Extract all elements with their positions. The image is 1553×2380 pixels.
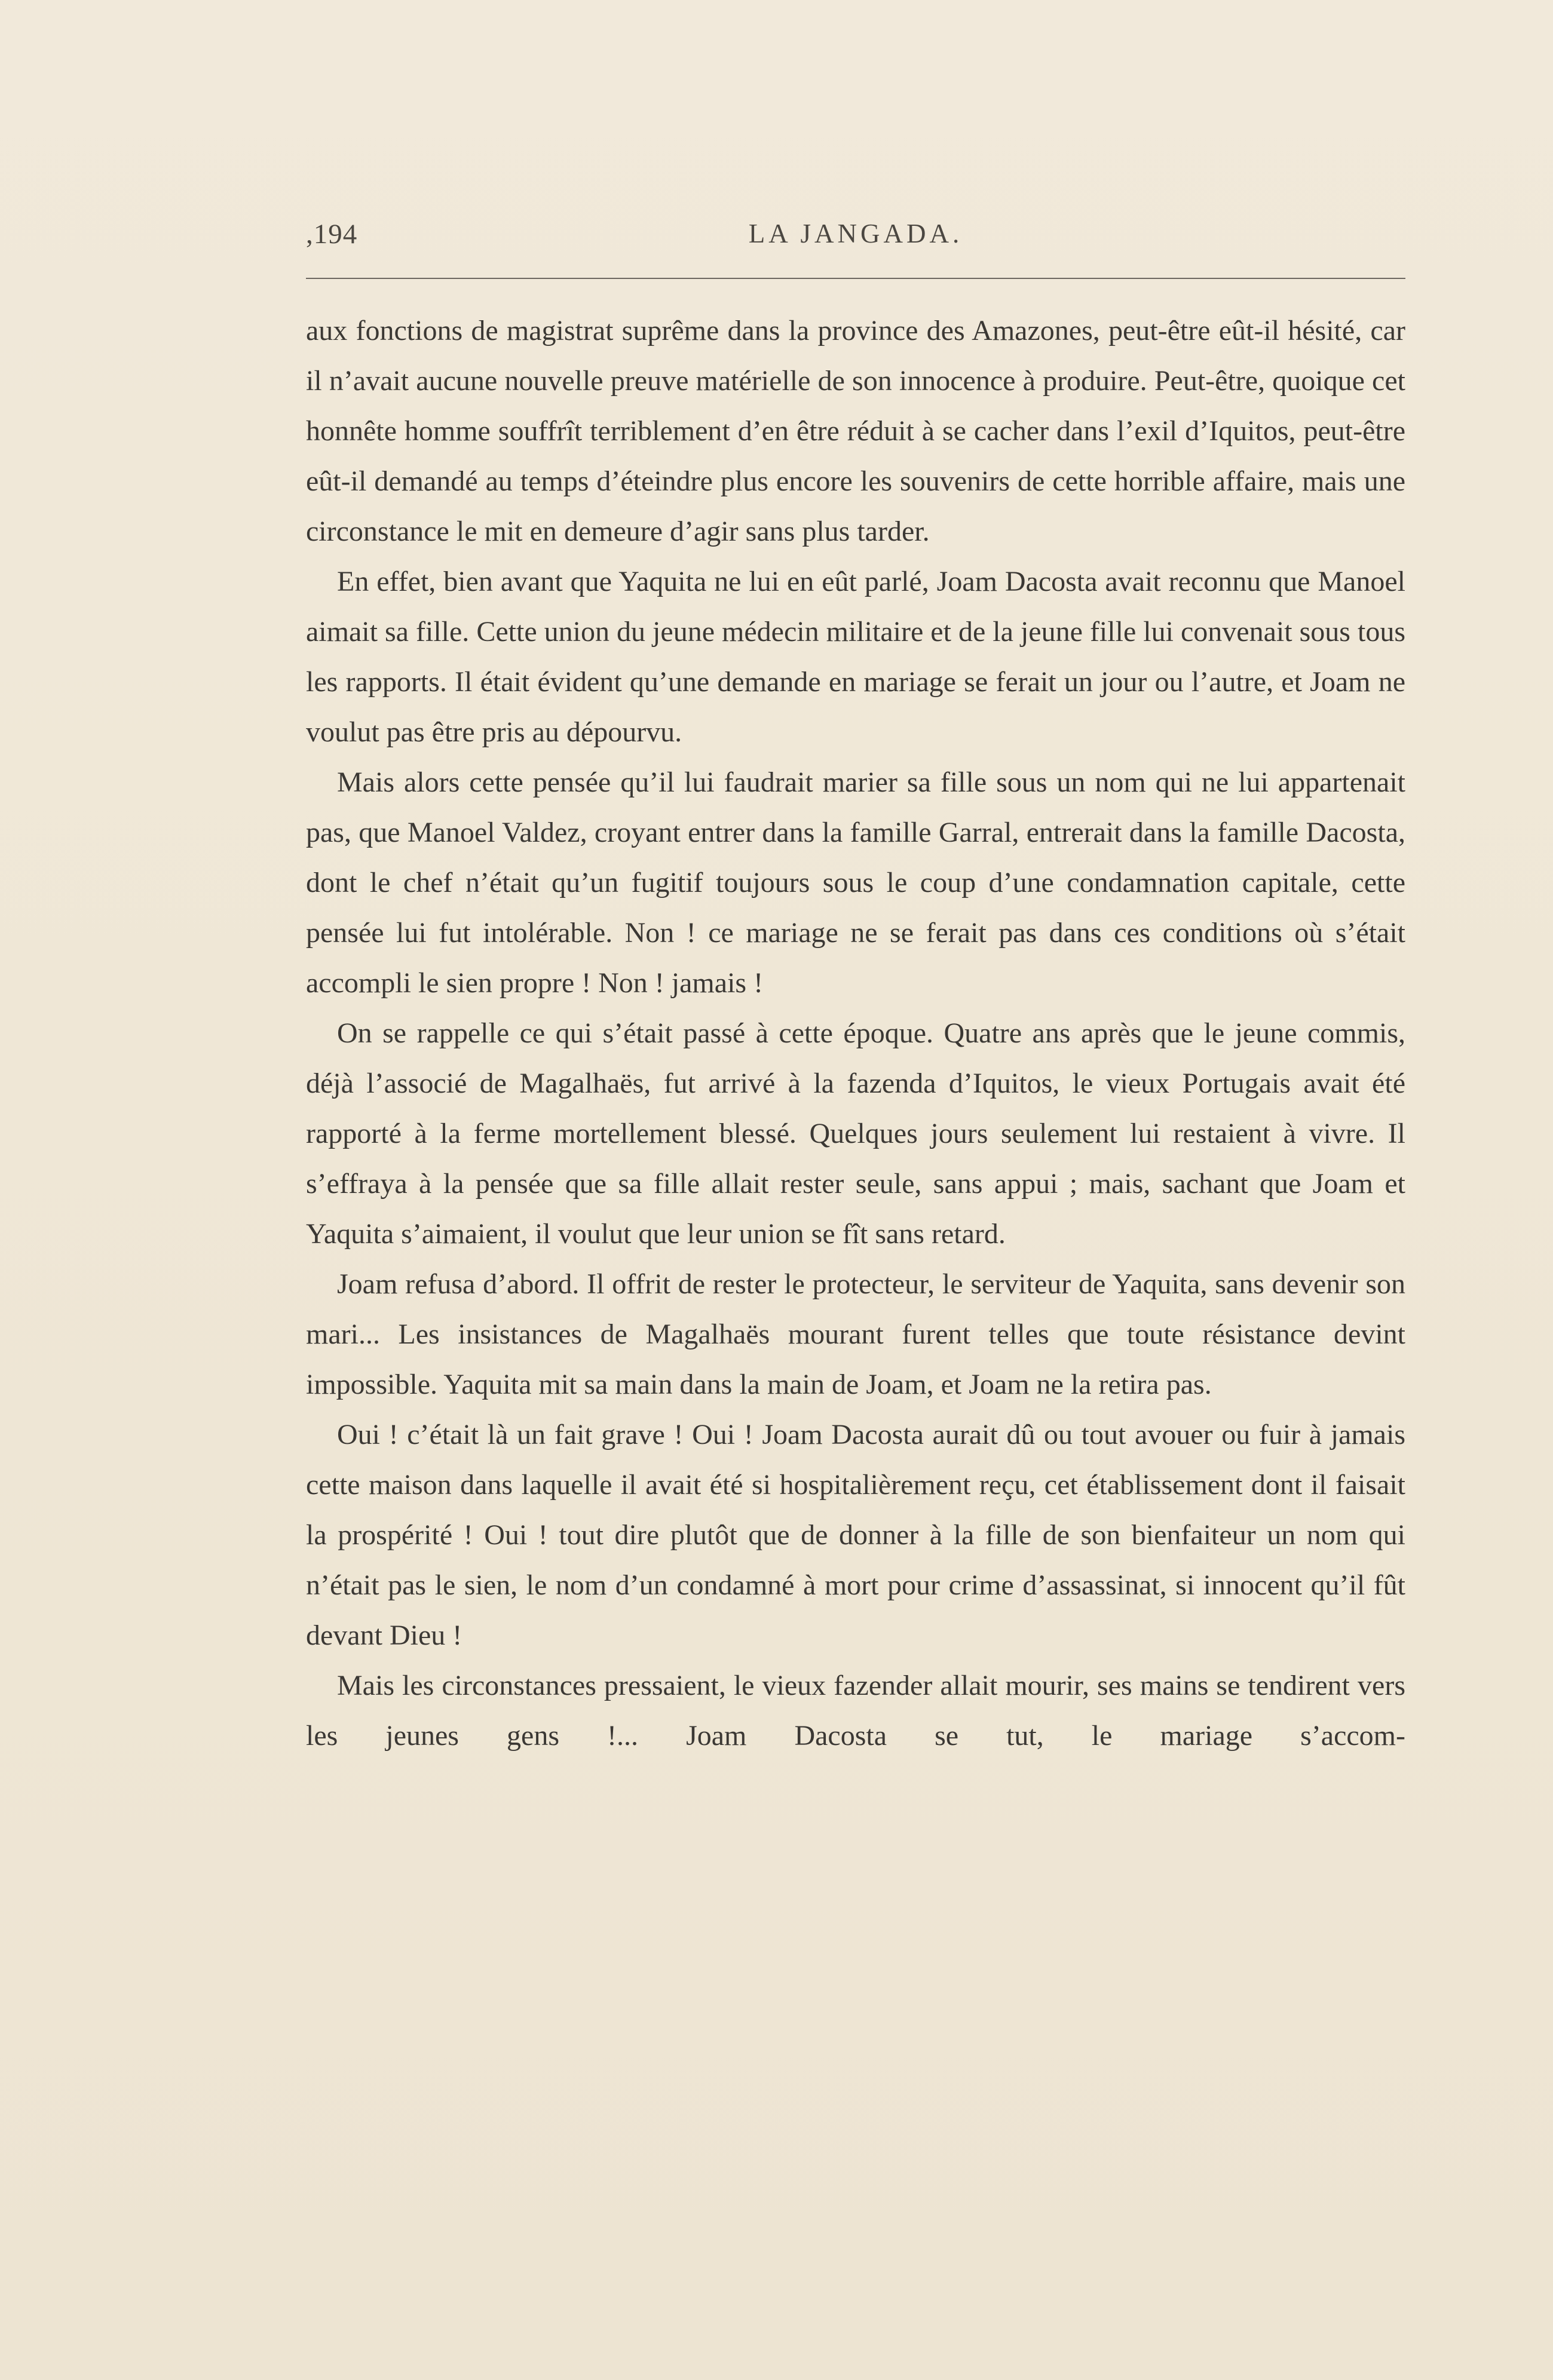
running-title: LA JANGADA.: [748, 219, 963, 249]
paragraph: Mais alors cette pensée qu’il lui faudrait marier sa fille sous un nom qui ne lui appartenait pas, que Manoel Valdez, croyant entrer dans la famille Garral, entrerait dans la famille Dacosta, dont le chef n’était qu’un fugitif toujours sous le coup d’une condamnation capitale, cette pensée lui fut intolérable. Non ! ce mariage ne se ferait pas dans ces conditions où s’était accompli le sien propre ! Non ! jamais !: [306, 766, 1405, 999]
page-number: ,194: [306, 219, 358, 250]
header-rule: [306, 278, 1405, 279]
paragraph-continued: aux fonctions de magistrat suprême dans la province des Amazones, peut-être eût-il hésité, car il n’avait aucune nouvelle preuve matérielle de son innocence à produire. Peut-être, quoique cet honnête homme souffrît terriblement d’en être réduit à se cacher dans l’exil d’Iquitos, peut-être eût-il demandé au temps d’éteindre plus encore les souvenirs de cette horrible affaire, mais une circonstance le mit en demeure d’agir sans plus tarder.: [306, 315, 1405, 547]
page-body: [306, 306, 1405, 1761]
paragraph: Joam refusa d’abord. Il offrit de rester le protecteur, le serviteur de Yaquita, sans devenir son mari... Les insistances de Magalhaës mourant furent telles que toute résistance devint impossible. Yaquita mit sa main dans la main de Joam, et Joam ne la retira pas.: [306, 1268, 1405, 1400]
paragraph: On se rappelle ce qui s’était passé à cette époque. Quatre ans après que le jeune commis, déjà l’associé de Magalhaës, fut arrivé à la fazenda d’Iquitos, le vieux Portugais avait été rapporté à la ferme mortellement blessé. Quelques jours seulement lui restaient à vivre. Il s’effraya à la pensée que sa fille allait rester seule, sans appui ; mais, sachant que Joam et Yaquita s’aimaient, il voulut que leur union se fît sans retard.: [306, 1017, 1405, 1250]
paragraph: En effet, bien avant que Yaquita ne lui en eût parlé, Joam Dacosta avait reconnu que Manoel aimait sa fille. Cette union du jeune médecin militaire et de la jeune fille lui convenait sous tous les rapports. Il était évident qu’une demande en mariage se ferait un jour ou l’autre, et Joam ne voulut pas être pris au dépourvu.: [306, 566, 1405, 748]
paragraph: Oui ! c’était là un fait grave ! Oui ! Joam Dacosta aurait dû ou tout avouer ou fuir à jamais cette maison dans laquelle il avait été si hospitalièrement reçu, cet établissement dont il faisait la prospérité ! Oui ! tout dire plutôt que de donner à la fille de son bienfaiteur un nom qui n’était pas le sien, le nom d’un condamné à mort pour crime d’assassinat, si innocent qu’il fût devant Dieu !: [306, 1419, 1405, 1651]
page-header: [306, 218, 1405, 260]
paragraph: Mais les circonstances pressaient, le vieux fazender allait mourir, ses mains se tendirent vers les jeunes gens !... Joam Dacosta se tut, le mariage s’accom-: [306, 1670, 1405, 1752]
